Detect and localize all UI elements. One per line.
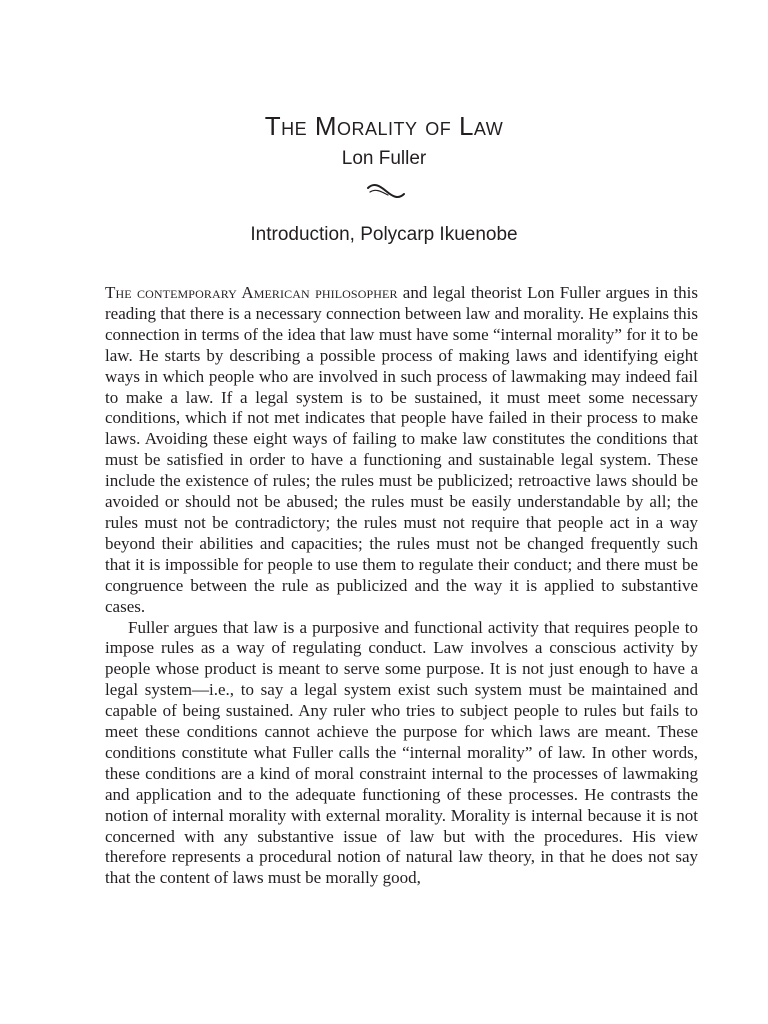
paragraph-1 bbox=[105, 283, 698, 618]
chapter-title: The Morality of Law bbox=[264, 111, 504, 141]
swash-ornament-icon bbox=[364, 182, 408, 202]
paragraph-2: Fuller argues that law is a purposive and functional activity that requires people to impose rules as a way of regulating conduct. Law involves a conscious activity by people whose product is meant to serve some purpose. It is not just enough to have a legal system—i.e., to say a legal system exist such system must be maintained and capable of being sustained. Any ruler who tries to subject people to rules but fails to meet these conditions cannot achieve the purpose for which laws are meant. These conditions constitute what Fuller calls the “internal morality” of law. In other words, these conditions are a kind of moral constraint internal to the processes of lawmaking and application and to the adequate functioning of these processes. He contrasts the notion of internal morality with external morality. Morality is internal because it is not concerned with any substantive issue of law but with the procedures. His view therefore represents a procedural notion of natural law theory, in that he does not say that the content of laws must be morally good, bbox=[105, 617, 698, 888]
chapter-author: Lon Fuller bbox=[341, 148, 427, 169]
paragraph-lead-in: The contemporary American philosopher bbox=[105, 283, 398, 302]
paragraph-1-text: and legal theorist Lon Fuller argues in this reading that there is a necessary connection between law and morality. He explains this connection in terms of the idea that law must have some “internal morality” for it to be law. He starts by describing a possible process of making laws and identifying eight ways in which people who are involved in such process of lawmaking may indeed fail to make a law. If a legal system is to be sustained, it must meet some necessary conditions, which if not met indicates that people have failed in their process to make laws. Avoiding these eight ways of failing to make law constitutes the conditions that must be satisfied in order to have a functioning and sustainable legal system. These include the existence of rules; the rules must be publicized; retroactive laws should be avoided or should not be abused; the rules must be easily understandable by all; the rules must not be contradictory; the rules must not require that people act in a way beyond their abilities and capacities; the rules must not be changed frequently such that it is impossible for people to use them to regulate their conduct; and there must be congruence between the rule as publicized and the way it is applied to substantive cases. bbox=[105, 283, 698, 616]
body-text bbox=[105, 283, 698, 889]
introduction-credit: Introduction, Polycarp Ikuenobe bbox=[250, 224, 518, 245]
